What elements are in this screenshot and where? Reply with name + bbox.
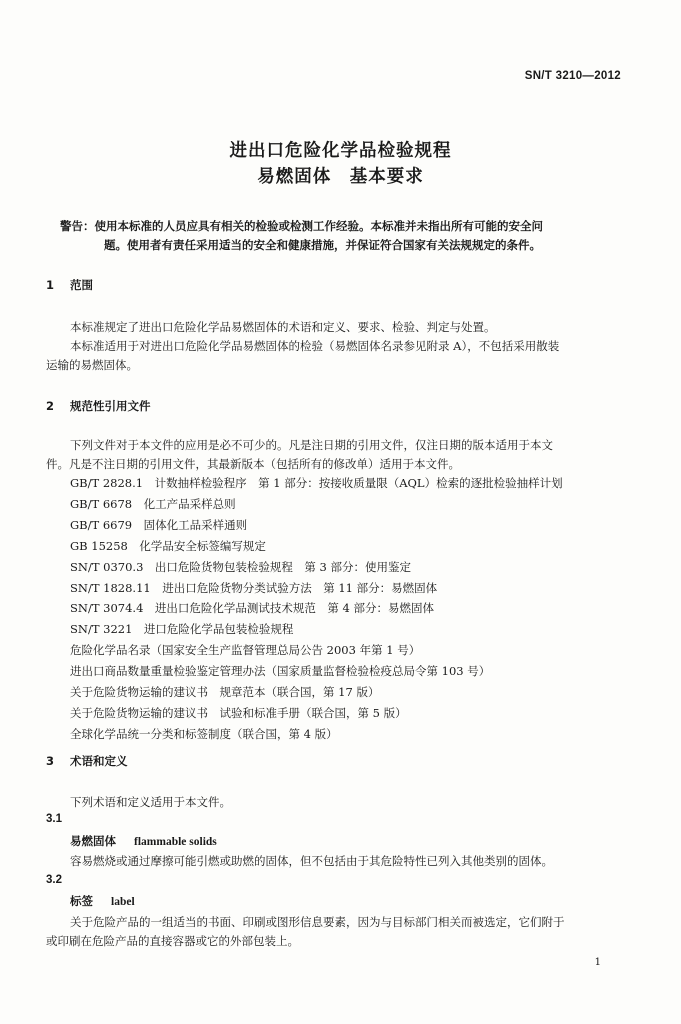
reference-item: SN/T 0370.3 出口危险货物包装检验规程 第 3 部分：使用鉴定: [70, 559, 412, 574]
section-title: 范围: [70, 278, 94, 292]
title-line-2: 易燃固体 基本要求: [257, 167, 424, 187]
section-1-heading: [46, 277, 93, 293]
term-definition: [46, 852, 626, 871]
reference-item: GB/T 2828.1 计数抽样检验程序 第 1 部分：按接收质量限（AQL）检索的逐批检验抽样计划: [70, 476, 563, 490]
paragraph: 下列术语和定义适用于本文件。: [70, 795, 231, 809]
section-number: 3: [46, 754, 55, 768]
section-number: 2: [46, 399, 55, 413]
term-chinese: 易燃固体: [70, 834, 116, 848]
paragraph: 本标准适用于对进出口危险化学品易燃固体的检验（易燃固体名录参见附录 A），不包括采用散装: [70, 339, 560, 353]
section-3-heading: [46, 753, 128, 769]
term-entry: [70, 833, 217, 849]
reference-item: GB 15258 化学品安全标签编写规定: [70, 538, 266, 553]
reference-item: 进出口商品数量重量检验鉴定管理办法（国家质量监督检验检疫总局令第 103 号）: [70, 664, 491, 679]
definition-text: 容易燃烧或通过摩擦可能引燃或助燃的固体，但不包括由于其危险特性已列入其他类别的固体。: [70, 854, 553, 868]
paragraph: 本标准规定了进出口危险化学品易燃固体的术语和定义、要求、检验、判定与处置。: [70, 320, 496, 334]
section-title: 规范性引用文件: [70, 399, 151, 413]
section-2-heading: [46, 398, 151, 414]
reference-item: 全球化学品统一分类和标签制度（联合国，第 4 版）: [70, 726, 338, 741]
clause-number: 3.2: [46, 874, 62, 886]
section-2-intro: [46, 436, 626, 474]
document-title: [0, 138, 681, 190]
page-number: 1: [594, 957, 601, 968]
section-title: 术语和定义: [70, 754, 128, 768]
warning-notice: [60, 217, 626, 255]
reference-item: SN/T 1828.11 进出口危险货物分类试验方法 第 11 部分：易燃固体: [70, 580, 438, 595]
term-english: label: [111, 896, 135, 908]
clause-number: 3.1: [46, 813, 62, 825]
reference-item: GB/T 6678 化工产品采样总则: [70, 496, 236, 511]
title-line-1: 进出口危险化学品检验规程: [229, 141, 452, 161]
reference-item: SN/T 3074.4 进出口危险化学品测试技术规范 第 4 部分：易燃固体: [70, 601, 435, 616]
paragraph-continuation: 件。凡是不注日期的引用文件，其最新版本（包括所有的修改单）适用于本文件。: [46, 457, 460, 471]
normative-references-list: [70, 473, 630, 745]
section-3-intro: [46, 793, 626, 812]
section-number: 1: [46, 278, 55, 292]
term-english: flammable solids: [134, 836, 217, 848]
definition-continuation: 或印刷在危险产品的直接容器或它的外部包装上。: [46, 934, 299, 948]
reference-item: 关于危险货物运输的建议书 规章范本（联合国，第 17 版）: [70, 685, 380, 700]
reference-item: SN/T 3221 进口危险化学品包装检验规程: [70, 622, 294, 637]
definition-text: 关于危险产品的一组适当的书面、印刷或图形信息要素，因为与目标部门相关而被选定，它们附于: [70, 915, 565, 929]
paragraph: 下列文件对于本文件的应用是必不可少的。凡是注日期的引用文件，仅注日期的版本适用于本文: [70, 438, 553, 452]
term-definition: [46, 913, 626, 951]
warning-line-1: 警告：使用本标准的人员应具有相关的检验或检测工作经验。本标准并未指出所有可能的安全问: [60, 219, 543, 233]
warning-line-2: 题。使用者有责任采用适当的安全和健康措施，并保证符合国家有关法规规定的条件。: [104, 238, 541, 252]
reference-item: 关于危险货物运输的建议书 试验和标准手册（联合国，第 5 版）: [70, 705, 407, 720]
paragraph-continuation: 运输的易燃固体。: [46, 358, 138, 372]
term-chinese: 标签: [70, 894, 93, 908]
standard-code: SN/T 3210—2012: [524, 70, 621, 82]
term-entry: [70, 893, 135, 909]
reference-item: GB/T 6679 固体化工品采样通则: [70, 517, 248, 532]
section-1-body: [46, 318, 626, 375]
reference-item: 危险化学品名录（国家安全生产监督管理总局公告 2003 年第 1 号）: [70, 643, 421, 658]
